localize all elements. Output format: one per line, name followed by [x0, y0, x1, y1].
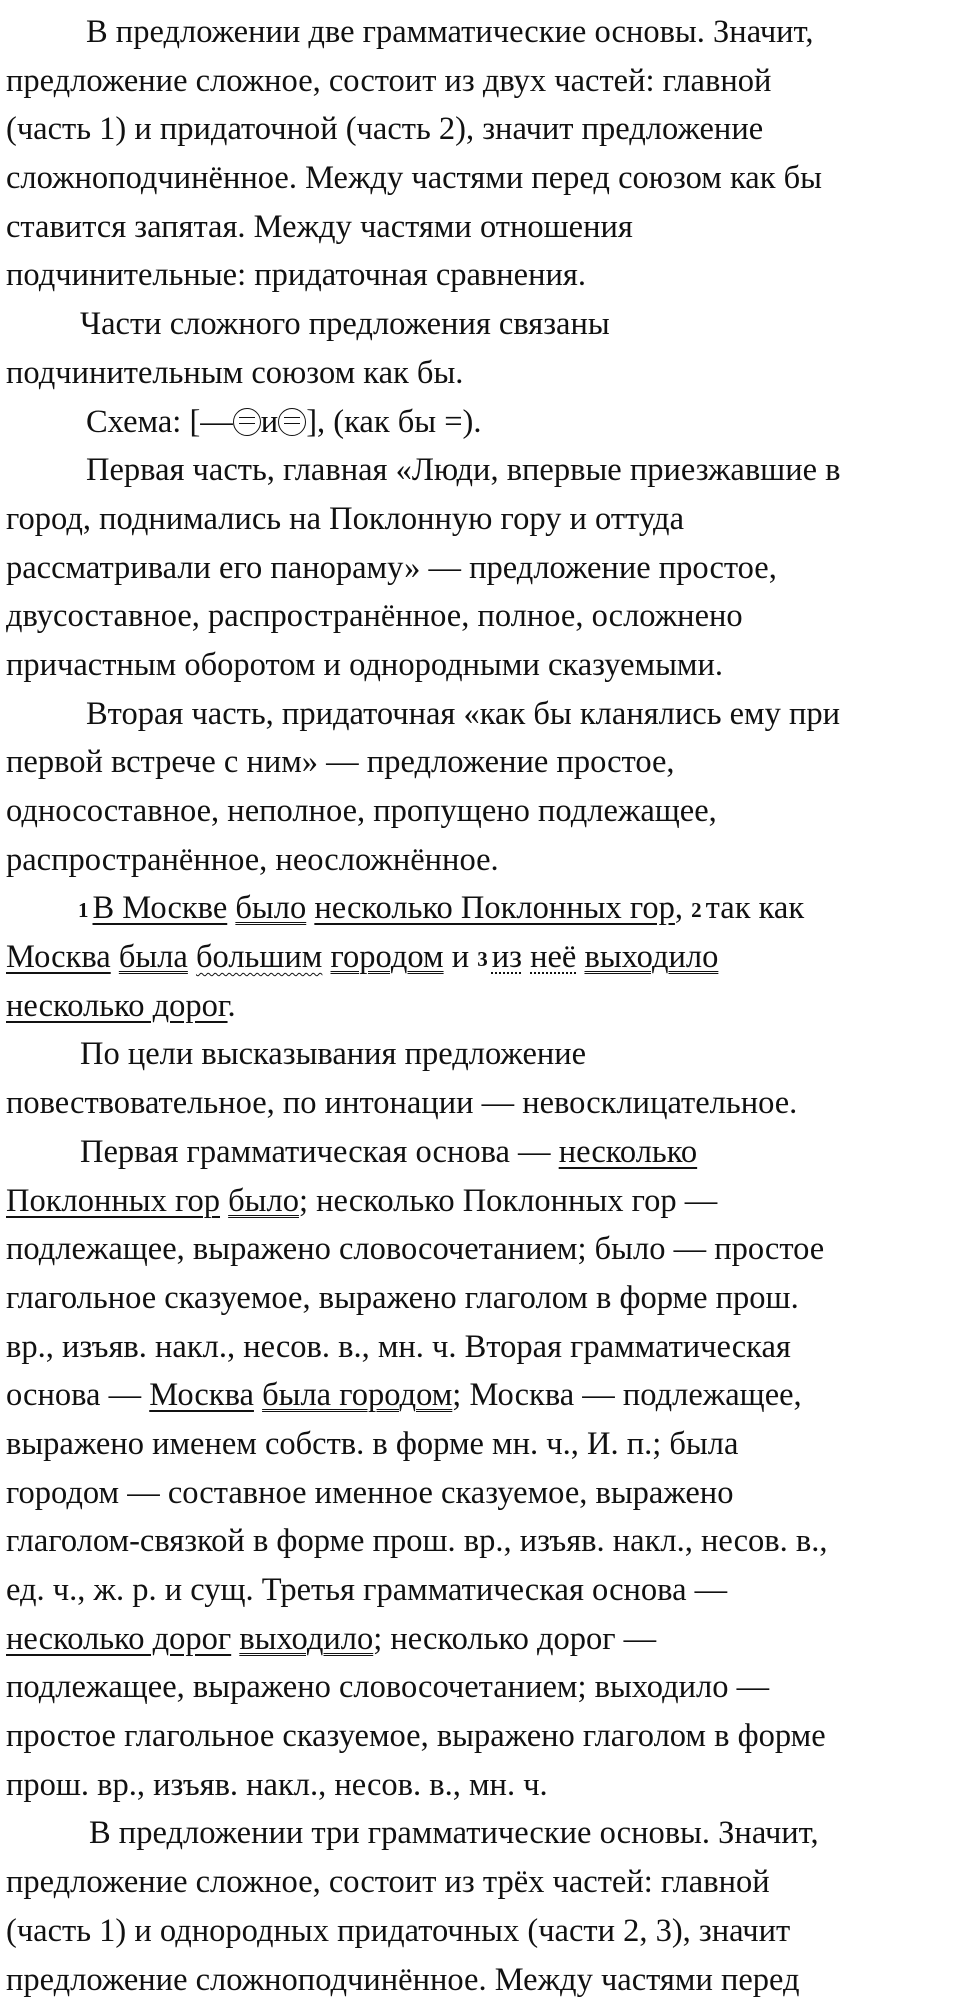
paragraph-grammar-bases	[6, 1128, 954, 1810]
adverbial-member: из	[492, 939, 522, 975]
text-line: рассматривали его панораму» — предложение простое,	[6, 544, 954, 593]
text-line: В предложении две грамматические основы. Значит,	[6, 8, 954, 57]
text-line	[6, 1371, 954, 1420]
subject: Москва	[6, 939, 111, 975]
predicate: выходило	[584, 939, 718, 975]
sentence-scheme	[6, 398, 954, 447]
text-line	[6, 1177, 954, 1226]
paragraph-conclusion	[6, 1809, 954, 2004]
predicate: выходило	[239, 1621, 373, 1657]
text-line: (часть 1) и однородных придаточных (части 2, 3), значит	[6, 1907, 954, 1956]
text-line: городом — составное именное сказуемое, выражено	[6, 1469, 954, 1518]
text-line: выражено именем собств. в форме мн. ч., И. п.; была	[6, 1420, 954, 1469]
predicate: городом	[331, 939, 444, 975]
adverbial-member: В Москве	[93, 890, 228, 926]
predicate: была городом	[262, 1377, 452, 1413]
subject: несколько дорог	[6, 1621, 231, 1657]
predicate: было	[228, 1183, 299, 1219]
text-line: сложноподчинённое. Между частями перед союзом как бы	[6, 154, 954, 203]
text-line: По цели высказывания предложение	[6, 1030, 954, 1079]
paragraph-second-part	[6, 690, 954, 885]
text-line: подлежащее, выражено словосочетанием; выходило —	[6, 1663, 954, 1712]
predicate: была	[119, 939, 188, 975]
text-line: причастным оборотом и однородными сказуемыми.	[6, 641, 954, 690]
text-line: простое глагольное сказуемое, выражено глаголом в форме	[6, 1712, 954, 1761]
punctuation: ,	[675, 890, 683, 926]
subject: несколько дорог	[6, 988, 228, 1024]
attribute-member: большим	[196, 939, 322, 975]
text-line	[6, 1128, 954, 1177]
text-line: распространённое, неосложнённое.	[6, 836, 954, 885]
text-line: подчинительным союзом как бы.	[6, 349, 954, 398]
adverbial-member: неё	[530, 939, 576, 975]
subject: несколько	[559, 1134, 697, 1170]
text-line	[6, 982, 954, 1031]
circled-equals-icon	[278, 408, 306, 436]
text-line: Первая часть, главная «Люди, впервые приезжавшие в	[6, 446, 954, 495]
text-run: ; несколько дорог —	[373, 1621, 656, 1657]
subject: несколько Поклонных гор	[314, 890, 675, 926]
text-run: Первая грамматическая основа —	[80, 1134, 559, 1170]
text-line: ед. ч., ж. р. и сущ. Третья грамматическая основа —	[6, 1566, 954, 1615]
text-line: Части сложного предложения связаны	[6, 300, 954, 349]
circled-equals-icon	[233, 408, 261, 436]
text-line: подчинительные: придаточная сравнения.	[6, 251, 954, 300]
text-run: ; Москва — подлежащее,	[452, 1377, 801, 1413]
text-line: односоставное, неполное, пропущено подлежащее,	[6, 787, 954, 836]
predicate: было	[235, 890, 306, 926]
part-number: 3	[477, 947, 488, 971]
text-line	[6, 933, 954, 982]
parsed-sentence	[6, 884, 954, 1030]
conjunction: и	[452, 939, 469, 975]
text-line	[6, 1615, 954, 1664]
conjunction: так как	[706, 890, 804, 926]
paragraph-purpose	[6, 1030, 954, 1127]
scheme-text: Схема: [—	[86, 404, 233, 440]
text-line: В предложении три грамматические основы. Значит,	[6, 1809, 954, 1858]
text-line: глаголом-связкой в форме прош. вр., изъяв. накл., несов. в.,	[6, 1517, 954, 1566]
text-line	[6, 884, 954, 933]
text-run: ; несколько Поклонных гор —	[299, 1183, 717, 1219]
paragraph-first-part	[6, 446, 954, 689]
text-line: вр., изъяв. накл., несов. в., мн. ч. Вторая грамматическая	[6, 1323, 954, 1372]
text-line: Вторая часть, придаточная «как бы кланялись ему при	[6, 690, 954, 739]
scheme-text: ], (как бы =).	[306, 404, 481, 440]
paragraph-connection	[6, 300, 954, 397]
text-line: предложение сложное, состоит из двух частей: главной	[6, 57, 954, 106]
scheme-text: и	[261, 404, 278, 440]
text-line: повествовательное, по интонации — невосклицательное.	[6, 1079, 954, 1128]
text-line: глагольное сказуемое, выражено глаголом в форме прош.	[6, 1274, 954, 1323]
part-number: 2	[691, 898, 702, 922]
text-line: предложение сложноподчинённое. Между частями перед	[6, 1956, 954, 2004]
part-number: 1	[78, 898, 89, 922]
text-line: ставится запятая. Между частями отношения	[6, 203, 954, 252]
paragraph-composition	[6, 8, 954, 300]
punctuation: .	[228, 988, 236, 1024]
text-line: подлежащее, выражено словосочетанием; было — простое	[6, 1225, 954, 1274]
subject: Поклонных гор	[6, 1183, 220, 1219]
text-line: прош. вр., изъяв. накл., несов. в., мн. ч.	[6, 1761, 954, 1810]
text-line: двусоставное, распространённое, полное, осложнено	[6, 592, 954, 641]
text-run: основа —	[6, 1377, 149, 1413]
text-line: предложение сложное, состоит из трёх частей: главной	[6, 1858, 954, 1907]
subject: Москва	[149, 1377, 254, 1413]
text-line: (часть 1) и придаточной (часть 2), значит предложение	[6, 105, 954, 154]
text-line: первой встрече с ним» — предложение простое,	[6, 738, 954, 787]
text-line: город, поднимались на Поклонную гору и оттуда	[6, 495, 954, 544]
